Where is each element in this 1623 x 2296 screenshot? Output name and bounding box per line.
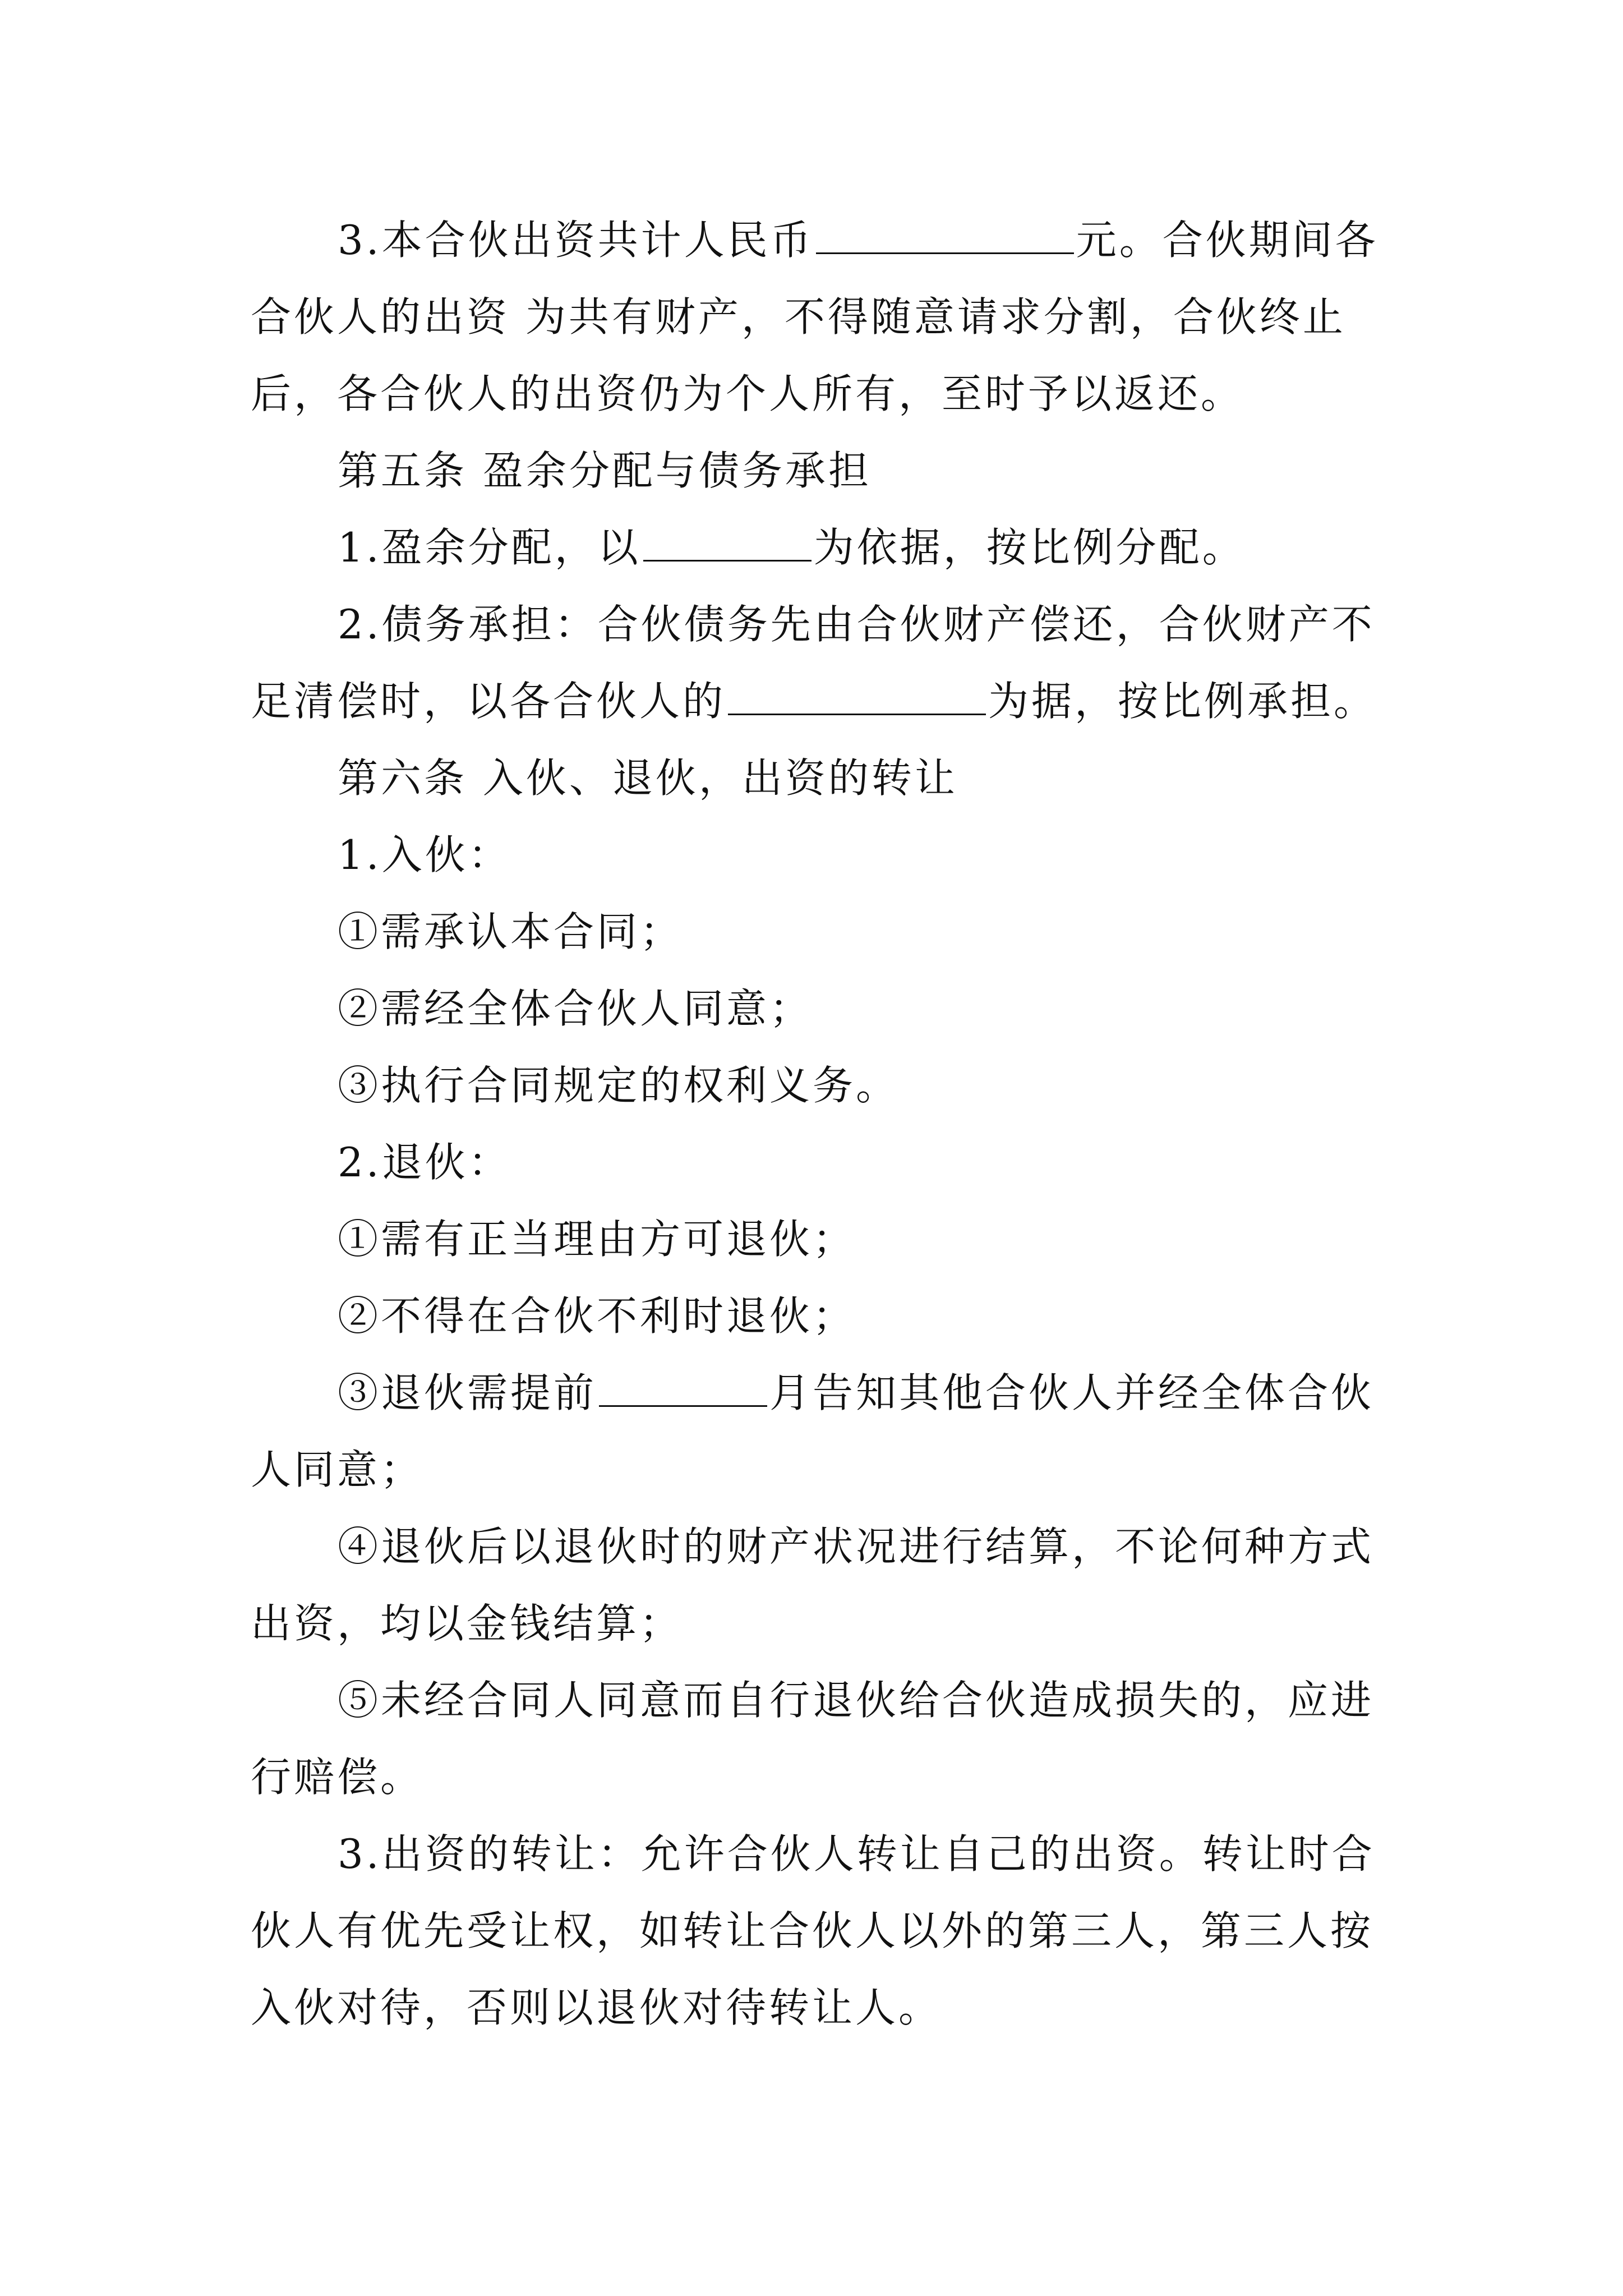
withdraw-item-3 (251, 1355, 1395, 1508)
debt-text-before: 2.债务承担：合伙债务先由合伙财产偿还，合伙财产不足清偿时，以各合伙人的 (251, 601, 1375, 725)
join-item-1: ①需承认本合同； (338, 908, 684, 955)
join-item-2: ②需经全体合伙人同意； (338, 985, 813, 1032)
capital-amount-blank[interactable] (816, 218, 1074, 254)
join-item-3: ③执行合同规定的权利义务。 (338, 1062, 900, 1109)
debt-text-after: 为据，按比例承担。 (988, 678, 1377, 725)
contribution-transfer-item: 3.出资的转让：允许合伙人转让自己的出资。转让时合伙人有优先受让权，如转让合伙人以外的第三人，第三人按入伙对待，否则以退伙对待转让人。 (251, 1830, 1375, 2031)
article-5-heading: 第五条 盈余分配与债务承担 (338, 447, 872, 494)
withdraw-notice-before: ③退伙需提前 (338, 1369, 597, 1416)
surplus-basis-blank[interactable] (643, 525, 811, 562)
join-heading: 1.入伙： (338, 831, 511, 878)
surplus-text-after: 为依据，按比例分配。 (813, 524, 1246, 571)
withdraw-item-4: ④退伙后以退伙时的财产状况进行结算，不论何种方式出资，均以金钱结算； (251, 1523, 1375, 1647)
capital-text-after: 元。合伙期间各合伙人的出资 为共有财产，不得随意请求分割，合伙终止后，各合伙人的出资仍为个人所有，至时予以返还。 (251, 217, 1378, 417)
document-body (251, 202, 1395, 2046)
surplus-text-before: 1.盈余分配，以 (338, 524, 641, 571)
paragraph-capital-contribution (251, 202, 1395, 432)
withdraw-item-5: ⑤未经合同人同意而自行退伙给合伙造成损失的，应进行赔偿。 (251, 1677, 1375, 1801)
withdraw-notice-after: 月告知其他合伙人并经全体合伙人同意； (251, 1369, 1375, 1493)
debt-liability-item (251, 586, 1395, 740)
surplus-distribution-item (251, 509, 1395, 586)
withdraw-item-2: ②不得在合伙不利时退伙； (338, 1292, 856, 1340)
article-6-heading: 第六条 入伙、退伙，出资的转让 (338, 754, 958, 802)
withdraw-heading: 2.退伙： (338, 1139, 511, 1186)
withdraw-notice-months-blank[interactable] (599, 1370, 767, 1407)
debt-basis-blank[interactable] (728, 679, 986, 715)
withdraw-item-1: ①需有正当理由方可退伙； (338, 1216, 856, 1263)
capital-text-before: 3.本合伙出资共计人民币 (338, 217, 814, 264)
